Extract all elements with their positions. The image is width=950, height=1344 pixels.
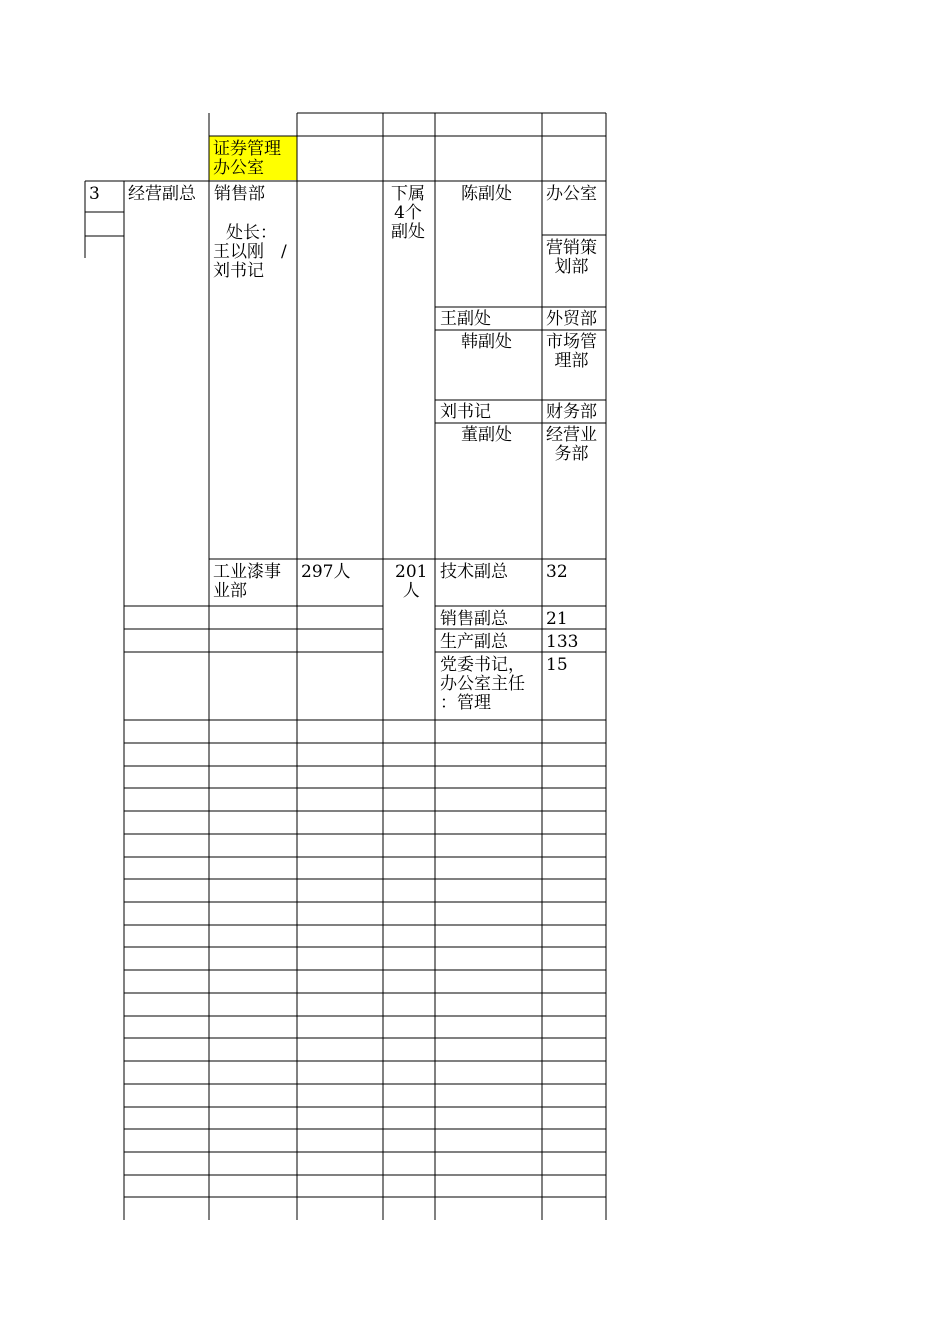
deputy-han: 韩副处 (461, 332, 512, 352)
unit-market-management: 市场管 理部 (546, 332, 597, 371)
role-party-secretary: 党委书记， 办公室主任 ：管理 (440, 655, 525, 713)
headcount: 297人 (301, 562, 351, 582)
unit-foreign-trade: 外贸部 (546, 309, 597, 329)
leader-title: 经营副总 (128, 184, 196, 204)
unit-marketing-planning: 营销策 划部 (546, 238, 597, 277)
count-production-vp: 133 (546, 632, 579, 652)
role-production-vp: 生产副总 (440, 632, 508, 652)
deputy-liu: 刘书记 (440, 402, 491, 422)
count-sales-vp: 21 (546, 609, 568, 629)
dept-head-label: 处长： (226, 223, 277, 243)
deputy-dong: 董副处 (461, 425, 512, 445)
row-index: 3 (89, 184, 100, 204)
subordinate-count: 下属 4个 副处 (391, 184, 425, 242)
role-tech-vp: 技术副总 (440, 562, 508, 582)
deputy-wang: 王副处 (440, 309, 491, 329)
role-sales-vp: 销售副总 (440, 609, 508, 629)
unit-finance: 财务部 (546, 402, 597, 422)
dept-industrial-paint: 工业漆事 业部 (213, 562, 281, 601)
count-party-secretary: 15 (546, 655, 568, 675)
deputy-chen: 陈副处 (461, 184, 512, 204)
dept-head-names: 王以刚 / 刘书记 (213, 242, 287, 281)
dept-securities-office: 证券管理 办公室 (213, 139, 281, 178)
unit-business-ops: 经营业 务部 (546, 425, 597, 464)
dept-sales: 销售部 (214, 184, 265, 204)
count-tech-vp: 32 (546, 562, 568, 582)
sub-headcount: 201 人 (395, 562, 428, 601)
unit-office: 办公室 (546, 184, 597, 204)
